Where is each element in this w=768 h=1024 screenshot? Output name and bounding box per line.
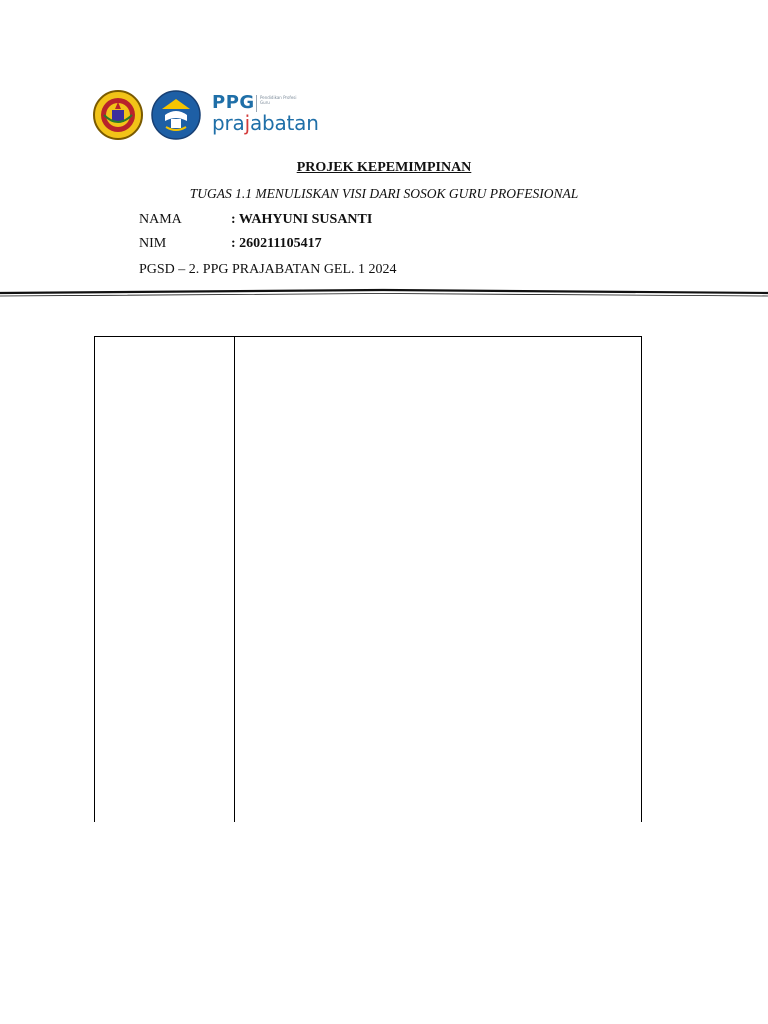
document-subtitle: TUGAS 1.1 MENULISKAN VISI DARI SOSOK GURU PROFESIONAL (189, 186, 579, 201)
header-logos (92, 86, 332, 144)
table-column-divider (234, 337, 235, 822)
nim-value: : 260211105417 (231, 236, 322, 251)
ppg-logo-bottom-text (212, 111, 319, 135)
nim-row (139, 236, 322, 252)
nama-value: : WAHYUNI SUSANTI (231, 212, 373, 227)
ppg-prajabatan-logo (212, 90, 332, 140)
content-table (94, 336, 642, 822)
ppg-logo-top-text: PPG (212, 92, 255, 113)
document-title: PROJEK KEPEMIMPINAN (296, 160, 472, 175)
header-separator-rule (0, 284, 768, 298)
nama-label: NAMA (139, 212, 182, 227)
ppg-logo-bottom-prefix: pra (212, 111, 245, 135)
program-line: PGSD – 2. PPG PRAJABATAN GEL. 1 2024 (139, 262, 397, 277)
ppg-logo-small-text: Pendidikan Profesi Guru (260, 95, 297, 105)
nim-label: NIM (139, 236, 167, 251)
ppg-logo-bottom-suffix: abatan (249, 111, 319, 135)
ppg-logo-bottom-accent: j (244, 111, 250, 135)
ppg-logo-divider (256, 95, 257, 112)
university-seal-icon (92, 89, 144, 141)
tut-wuri-handayani-icon (150, 89, 202, 141)
nama-row (139, 212, 372, 228)
